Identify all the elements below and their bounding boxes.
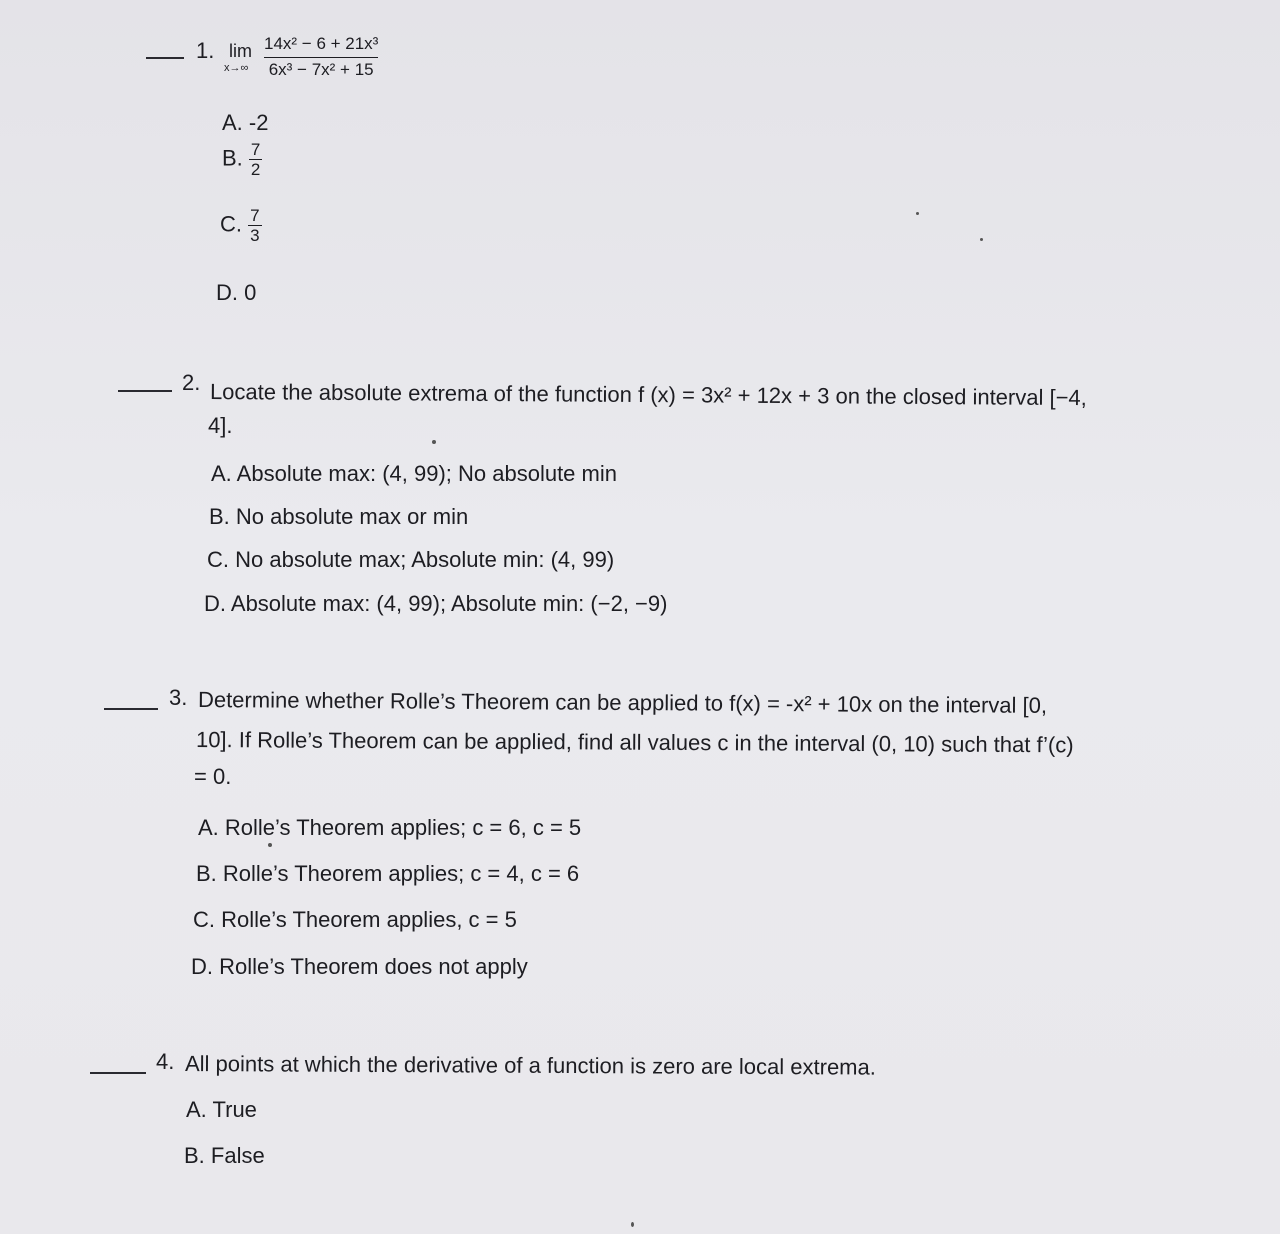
question-stem-line: Locate the absolute extrema of the function f (x) = 3x² + 12x + 3 on the closed interval [−4, [209, 379, 1087, 411]
question-stem-line: 4]. [208, 413, 233, 438]
fraction-bar [264, 57, 378, 58]
question-stem-line: All points at which the derivative of a function is zero are local extrema. [184, 1051, 876, 1080]
answer-blank-q4[interactable] [90, 1072, 146, 1074]
question-stem-line: 10]. If Rolle’s Theorem can be applied, find all values c in the interval (0, 10) such that f’(c) [195, 727, 1074, 758]
choice-label: B. [222, 145, 243, 171]
paper-speck [980, 238, 983, 241]
question-number: 1. [196, 38, 215, 63]
choice-label: C. [220, 211, 242, 237]
answer-blank-q3[interactable] [104, 708, 158, 710]
choice-b: B. No absolute max or min [209, 504, 469, 529]
fraction-denominator: 6x³ − 7x² + 15 [268, 60, 374, 79]
question-stem-line: = 0. [194, 764, 232, 789]
fraction-denominator: 3 [250, 226, 260, 245]
choice-b: B. Rolle’s Theorem applies; c = 4, c = 6 [196, 861, 580, 886]
limit-fraction [264, 34, 378, 80]
answer-blank-q1[interactable] [146, 57, 184, 59]
choice-a: A. True [186, 1097, 257, 1122]
choice-a: A. Rolle’s Theorem applies; c = 6, c = 5 [198, 815, 582, 840]
question-stem-line: Determine whether Rolle’s Theorem can be applied to f(x) = -x² + 10x on the interval [0, [197, 687, 1048, 718]
answer-blank-q2[interactable] [118, 390, 172, 392]
choice-d: D. 0 [216, 280, 257, 305]
paper-speck [268, 843, 272, 847]
paper-speck [432, 440, 436, 444]
limit-subscript: x→∞ [224, 62, 249, 74]
fraction [248, 206, 261, 245]
fraction [249, 140, 262, 179]
question-number: 4. [156, 1049, 175, 1074]
question-number: 3. [169, 685, 188, 710]
choice-a: A. Absolute max: (4, 99); No absolute min [211, 461, 617, 486]
paper-speck [631, 1222, 634, 1227]
fraction-numerator: 7 [250, 206, 260, 225]
choice-a: A. -2 [222, 110, 269, 135]
fraction-numerator: 14x² − 6 + 21x³ [264, 34, 379, 53]
limit-operator: lim [229, 41, 252, 61]
choice-d: D. Absolute max: (4, 99); Absolute min: (−2, −9) [204, 591, 668, 616]
question-number: 2. [182, 370, 201, 395]
choice-c [220, 206, 262, 245]
paper-speck [916, 212, 919, 215]
choice-c: C. No absolute max; Absolute min: (4, 99) [207, 547, 615, 572]
choice-c: C. Rolle’s Theorem applies, c = 5 [193, 907, 517, 932]
fraction-denominator: 2 [250, 160, 261, 179]
choice-b: B. False [184, 1143, 265, 1168]
fraction-numerator: 7 [250, 140, 261, 159]
choice-d: D. Rolle’s Theorem does not apply [191, 954, 528, 979]
choice-b [222, 140, 262, 179]
